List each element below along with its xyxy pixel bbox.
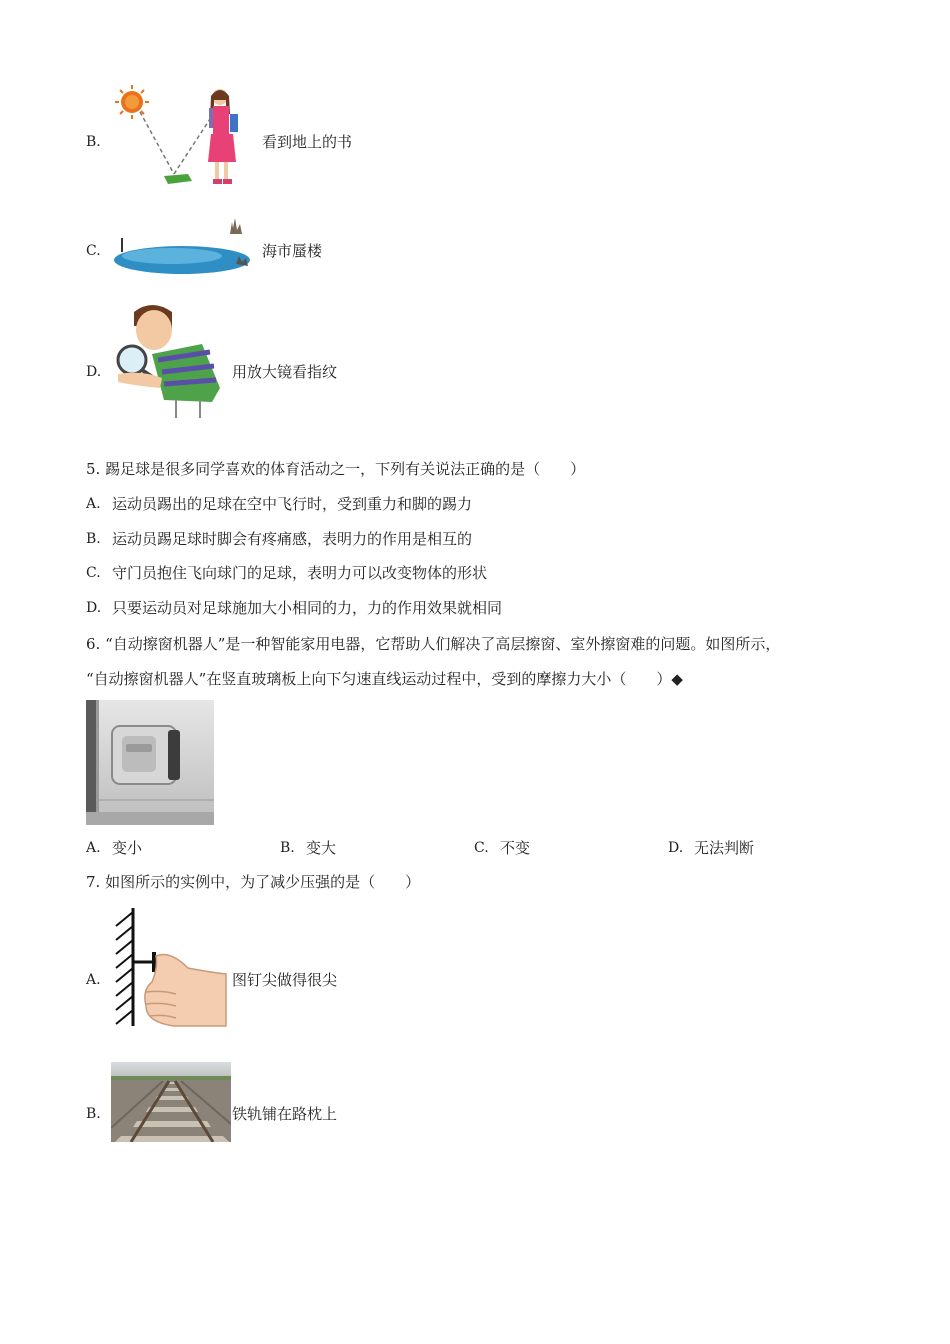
thumbtack-hand-illustration (112, 906, 232, 1028)
railway-track-photo (111, 1062, 231, 1142)
q6-option-c-letter: C. (474, 840, 489, 856)
q6-stem-line2: “自动擦窗机器人”在竖直玻璃板上向下匀速直线运动过程中，受到的摩擦力大小（ ）◆ (86, 670, 683, 688)
q6-option-a-text: 变小 (112, 839, 143, 857)
q5-option-a-letter: A. (86, 496, 101, 512)
q5-option-c-letter: C. (86, 565, 101, 581)
q7-stem: 7. 如图所示的实例中，为了减少压强的是（ ） (86, 873, 421, 891)
q4-option-c-letter: C. (86, 243, 101, 259)
q4-option-c-text: 海市蜃楼 (262, 242, 323, 260)
q6-option-b-text: 变大 (306, 839, 337, 857)
q5-option-d-letter: D. (86, 600, 102, 616)
q6-option-d-text: 无法判断 (694, 839, 755, 857)
q6-option-a-letter: A. (86, 840, 101, 856)
q5-option-b-letter: B. (86, 531, 101, 547)
q5-stem: 5. 踢足球是很多同学喜欢的体育活动之一，下列有关说法正确的是（ ） (86, 460, 586, 478)
q7-option-b-text: 铁轨铺在路枕上 (232, 1105, 338, 1123)
window-robot-photo (86, 700, 214, 825)
q7-option-a-text: 图钉尖做得很尖 (232, 971, 338, 989)
q6-option-b-letter: B. (280, 840, 295, 856)
sun-girl-book-illustration (112, 84, 252, 196)
q5-option-c-text: 守门员抱住飞向球门的足球，表明力可以改变物体的形状 (112, 564, 488, 582)
q4-option-d-text: 用放大镜看指纹 (232, 363, 338, 381)
q6-stem-line1: 6. “自动擦窗机器人”是一种智能家用电器，它帮助人们解决了高层擦窗、室外擦窗难的问题。如图所示， (86, 635, 781, 653)
mirage-illustration (112, 214, 252, 276)
q4-option-b-text: 看到地上的书 (262, 133, 353, 151)
q6-option-d-letter: D. (668, 840, 684, 856)
q5-option-b-text: 运动员踢足球时脚会有疼痛感，表明力的作用是相互的 (112, 530, 473, 548)
q7-option-b-letter: B. (86, 1106, 101, 1122)
q6-option-c-text: 不变 (500, 839, 531, 857)
q7-option-a-letter: A. (86, 972, 101, 988)
q5-option-d-text: 只要运动员对足球施加大小相同的力，力的作用效果就相同 (112, 599, 503, 617)
q4-option-b-letter: B. (86, 134, 101, 150)
q4-option-d-letter: D. (86, 364, 102, 380)
magnifier-boy-illustration (112, 298, 222, 420)
q5-option-a-text: 运动员踢出的足球在空中飞行时，受到重力和脚的踢力 (112, 495, 473, 513)
